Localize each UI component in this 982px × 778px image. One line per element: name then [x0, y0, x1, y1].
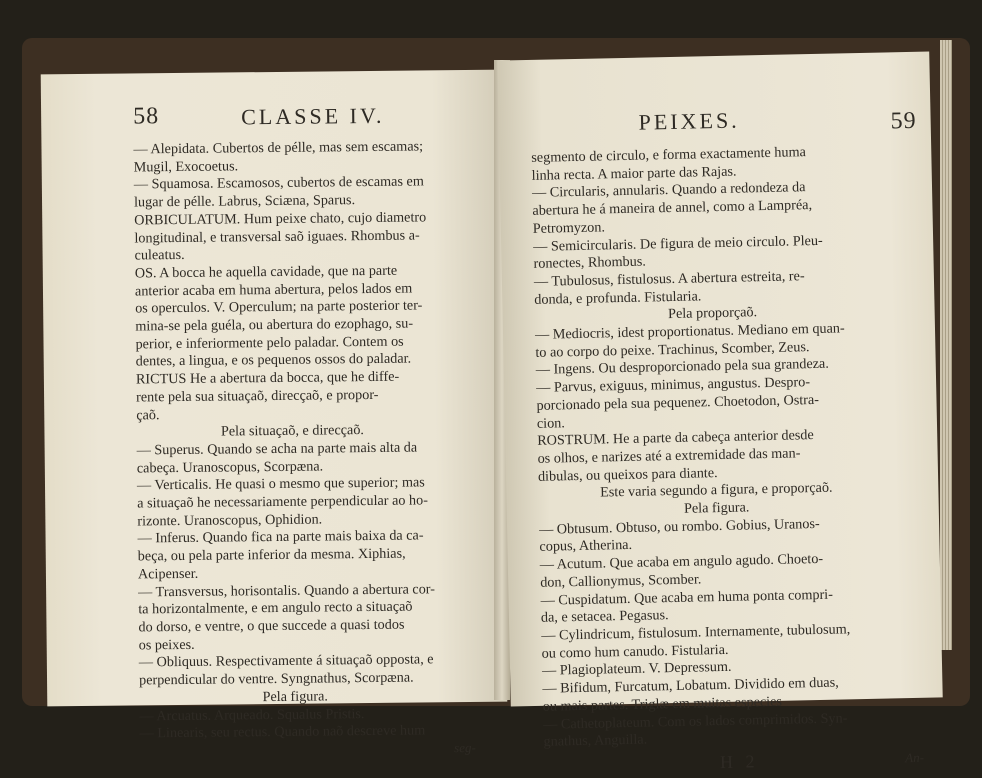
text-line: ta horizontalmente, e em angulo recto a situaçaõ — [138, 598, 413, 618]
text-line: OS. A bocca he aquella cavidade, que na parte — [134, 262, 398, 282]
text-line: Acipenser. — [137, 565, 199, 583]
text-line: — Cathetoplateum. Com os lados comprimidos. Syn- — [543, 709, 848, 733]
text-line: dentes, a lingua, e os pequenos ossos do paladar. — [135, 351, 412, 370]
text-line: Este varia segundo a figura, e proporçaõ. — [599, 480, 833, 501]
text-line: Pela proporçaõ. — [667, 304, 758, 323]
text-line: copus, Atherina. — [539, 537, 633, 556]
text-line: don, Callionymus, Scomber. — [540, 571, 702, 591]
text-line: ROSTRUM. He a parte da cabeça anterior desde — [537, 427, 814, 450]
text-line: ou como hum canudo. Fistularia. — [541, 641, 729, 662]
text-line: abertura he á maneira de annel, como a Lampréa, — [532, 197, 813, 219]
text-line: — Obliquus. Respectivamente á situaçaõ opposta, e — [138, 651, 434, 671]
text-line: Pela figura. — [683, 499, 750, 517]
text-line: os operculos. V. Operculum; na parte posterior ter- — [135, 297, 423, 317]
text-line: — Tubulosus, fistulosus. A abertura estreita, re- — [533, 268, 805, 290]
text-line: beça, ou pela parte inferior da mesma. Xiphias, — [137, 545, 406, 565]
text-line: mina-se pela guéla, ou abertura do ezophago, su- — [135, 315, 414, 335]
left-catchword: seg- — [454, 739, 476, 756]
text-line: os peixes. — [138, 636, 195, 654]
text-line: dibulas, ou queixos para diante. — [537, 464, 718, 485]
text-line: — Squamosa. Escamosos, cubertos de escamas em — [133, 173, 424, 193]
text-line: linha recta. A maior parte das Rajas. — [531, 163, 737, 184]
text-line: rizonte. Uranoscopus, Ophidion. — [137, 511, 323, 530]
left-running-head — [133, 100, 475, 132]
text-line: cion. — [536, 414, 566, 432]
text-line: culeatus. — [134, 247, 185, 264]
text-line: to ao corpo do peixe. Trachinus, Scomber, Zeus. — [535, 338, 810, 361]
right-page — [497, 52, 942, 772]
right-body-text — [531, 142, 930, 752]
left-body-text — [133, 138, 481, 743]
text-line: — Arcuatus. Arqueado. Squalus Pristis. — [139, 705, 365, 724]
text-line: — Linearis, seu rectus. Quando naõ descreve hum — [139, 722, 426, 742]
text-line: — Ingens. Ou desproporcionado pela sua grandeza. — [535, 356, 829, 379]
text-line: a situaçaõ he necessariamente perpendicular ao ho- — [137, 492, 428, 512]
page-edges — [940, 40, 952, 650]
text-line: do dorso, e ventre, o que succede a quasi todos — [138, 616, 405, 636]
text-line: — Acutum. Que acaba em angulo agudo. Choeto- — [539, 551, 824, 573]
left-page-number: 58 — [133, 103, 160, 130]
text-line: rente pela sua situaçaõ, direcçaõ, e propor- — [136, 386, 379, 406]
text-line: perior, e inferiormente pelo paladar. Contem os — [135, 333, 404, 353]
text-line: — Alepidata. Cubertos de pélle, mas sem escamas; — [133, 138, 424, 158]
text-line: Petromyzon. — [532, 219, 606, 237]
text-line: — Mediocris, idest proportionatus. Mediano em quan- — [534, 320, 845, 343]
text-line: — Cuspidatum. Que acaba em huma ponta compri- — [540, 586, 834, 609]
text-line: — Parvus, exiguus, minimus, angustus. Despro- — [535, 374, 811, 396]
text-line: — Transversus, horisontalis. Quando a abertura cor- — [138, 580, 436, 601]
text-line: da, e setacea. Pegasus. — [540, 607, 669, 627]
text-line: longitudinal, e transversal saõ iguaes. Rhombus a- — [134, 226, 420, 246]
right-catchword: An- — [905, 749, 925, 766]
left-running-title: CLASSE IV. — [241, 102, 385, 130]
text-line: — Cylindricum, fistulosum. Internamente, tubulosum, — [541, 621, 851, 644]
text-line: — Circularis, annularis. Quando a redondeza da — [531, 179, 806, 202]
text-line: Pela figura. — [262, 688, 329, 705]
text-line: — Superus. Quando se acha na parte mais alta da — [136, 439, 418, 459]
text-line: Pela situaçaõ, e direcçaõ. — [220, 422, 365, 440]
left-page — [41, 70, 508, 756]
text-line: os olhos, e narizes até a extremidade das man- — [537, 445, 801, 467]
text-line: perpendicular do ventre. Syngnathus, Scorpæna. — [138, 669, 414, 689]
text-line: porcionado pela sua pequenez. Choetodon, Ostra- — [536, 391, 820, 414]
text-line: — Obtusum. Obtuso, ou rombo. Gobius, Uranos- — [538, 515, 820, 538]
text-line: gnathus, Anguilla. — [543, 731, 648, 750]
text-line: — Plagioplateum. V. Depressum. — [541, 659, 732, 680]
text-line: lugar de pélle. Labrus, Sciæna, Sparus. — [133, 192, 356, 211]
text-line: — Inferus. Quando fica na parte mais baixa da ca- — [137, 527, 424, 547]
text-line: Mugil, Exocoetus. — [133, 158, 239, 176]
signature-mark: H 2 — [719, 751, 759, 772]
text-line: ou mais partes. Triglæ em muitas especies — [542, 693, 783, 715]
text-line: — Semicircularis. De figura de meio circulo. Pleu- — [533, 232, 823, 255]
right-page-number: 59 — [890, 107, 917, 135]
text-line: ORBICULATUM. Hum peixe chato, cujo diametro — [134, 209, 427, 229]
text-line: cabeça. Uranoscopus, Scorpæna. — [136, 458, 324, 477]
text-line: segmento de circulo, e forma exactamente huma — [531, 144, 807, 166]
right-running-head — [530, 104, 917, 140]
text-line: donda, e profunda. Fistularia. — [534, 287, 702, 308]
text-line: ronectes, Rhombus. — [533, 253, 647, 273]
right-running-title: PEIXES. — [638, 107, 740, 135]
text-line: — Verticalis. He quasi o mesmo que superior; mas — [136, 474, 425, 494]
text-line: çaõ. — [136, 406, 160, 423]
left-page-foot — [140, 739, 482, 770]
text-line: RICTUS He a abertura da bocca, que he diffe- — [135, 368, 400, 388]
text-line: — Bifidum, Furcatum, Lobatum. Dividido em duas, — [542, 674, 839, 697]
text-line: anterior acaba em huma abertura, pelos lados em — [134, 280, 413, 300]
